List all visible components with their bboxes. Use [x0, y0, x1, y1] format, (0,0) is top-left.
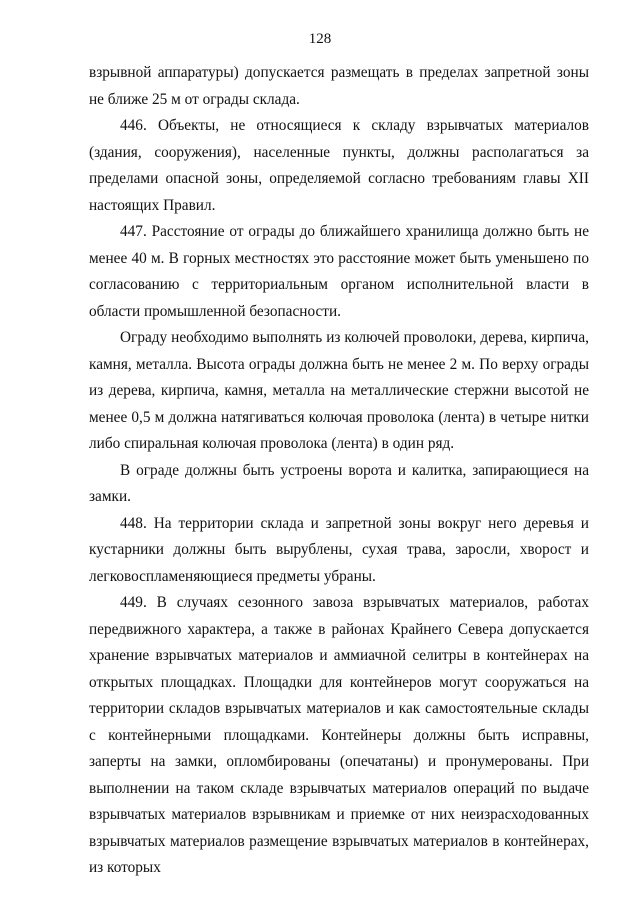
- paragraph-continuation: взрывной аппаратуры) допускается размещать в пределах запретной зоны не ближе 25 м от ограды склада.: [89, 64, 589, 108]
- paragraph-fence-requirements: Ограду необходимо выполнять из колючей проволоки, дерева, кирпича, камня, металла. Высота ограды должна быть не менее 2 м. По верху ограды из дерева, кирпича, камня, металла на металлические стержни высотой не менее 0,5 м должна натягиваться колючая проволока (лента) в четыре нитки либо спиральная колючая проволока (лента) в один ряд.: [89, 329, 589, 452]
- paragraph-447: 447. Расстояние от ограды до ближайшего хранилища должно быть не менее 40 м. В горных местностях это расстояние может быть уменьшено по согласованию с территориальным органом исполнительной власти в области промышленной безопасности.: [89, 223, 589, 320]
- paragraph-448: 448. На территории склада и запретной зоны вокруг него деревья и кустарники должны быть вырублены, сухая трава, заросли, хворост и легковоспламеняющиеся предметы убраны.: [89, 514, 589, 585]
- page-number: 128: [308, 31, 332, 47]
- paragraph-gates: В ограде должны быть устроены ворота и калитка, запирающиеся на замки.: [89, 461, 589, 505]
- page-body: [89, 60, 589, 882]
- paragraph-446: 446. Объекты, не относящиеся к складу взрывчатых материалов (здания, сооружения), населенные пункты, должны располагаться за пределами опасной зоны, определяемой согласно требованиям главы XII настоящих Правил.: [89, 117, 589, 214]
- paragraph-449: 449. В случаях сезонного завоза взрывчатых материалов, работах передвижного характера, а также в районах Крайнего Севера допускается хранение взрывчатых материалов и аммиачной селитры в контейнерах на открытых площадках. Площадки для контейнеров могут сооружаться на территории складов взрывчатых материалов и как самостоятельные склады с контейнерными площадками. Контейнеры должны быть исправны, заперты на замки, опломбированы (опечатаны) и пронумерованы. При выполнении на таком складе взрывчатых материалов операций по выдаче взрывчатых материалов взрывникам и приемке от них неизрасходованных взрывчатых материалов размещение взрывчатых материалов в контейнерах, из которых: [89, 594, 589, 876]
